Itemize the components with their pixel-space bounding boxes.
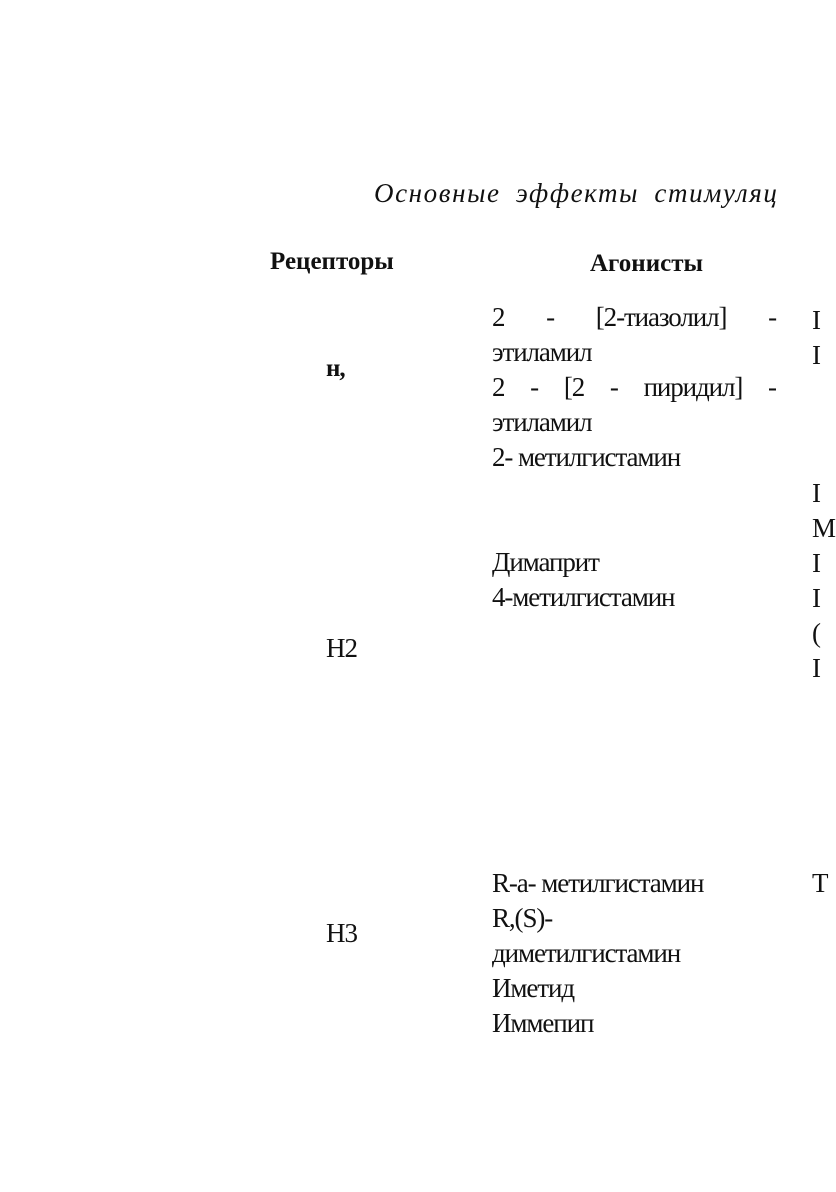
row-3-receptor: Н3 xyxy=(326,918,357,948)
agonist-line: R,(S)- xyxy=(492,903,553,933)
agonist-line: диметилгистамин xyxy=(492,938,681,968)
agonist-line: R-a- метилгистамин xyxy=(492,868,704,898)
row-2-effects-fragment: I M I I ( I xyxy=(812,478,836,683)
header-receptors: Рецепторы xyxy=(270,248,394,275)
row-3-agonists xyxy=(492,866,703,1041)
agonist-line: 2 - [2 - пиридил] - xyxy=(492,372,776,402)
table-caption: Основные эффекты стимуляц xyxy=(374,178,779,208)
header-agonists: Агонисты xyxy=(590,250,703,277)
agonist-line: Иммепип xyxy=(492,1008,594,1038)
agonist-line: 4-метилгистамин xyxy=(492,582,675,612)
agonist-line: 2- метилгистамин xyxy=(492,442,681,472)
agonist-line: Иметид xyxy=(492,973,574,1003)
row-2-receptor: Н2 xyxy=(326,633,357,663)
row-2-agonists xyxy=(492,545,674,615)
row-1-effects-fragment: I I xyxy=(812,305,821,370)
row-3-effects-fragment: T xyxy=(812,868,829,898)
row-1-agonists xyxy=(492,300,776,475)
row-1-receptor: н, xyxy=(326,355,345,382)
agonist-line: этиламил xyxy=(492,337,592,367)
agonist-line: Димаприт xyxy=(492,547,599,577)
agonist-line: 2 - [2-тиазолил] - xyxy=(492,302,776,332)
agonist-line: этиламил xyxy=(492,407,592,437)
